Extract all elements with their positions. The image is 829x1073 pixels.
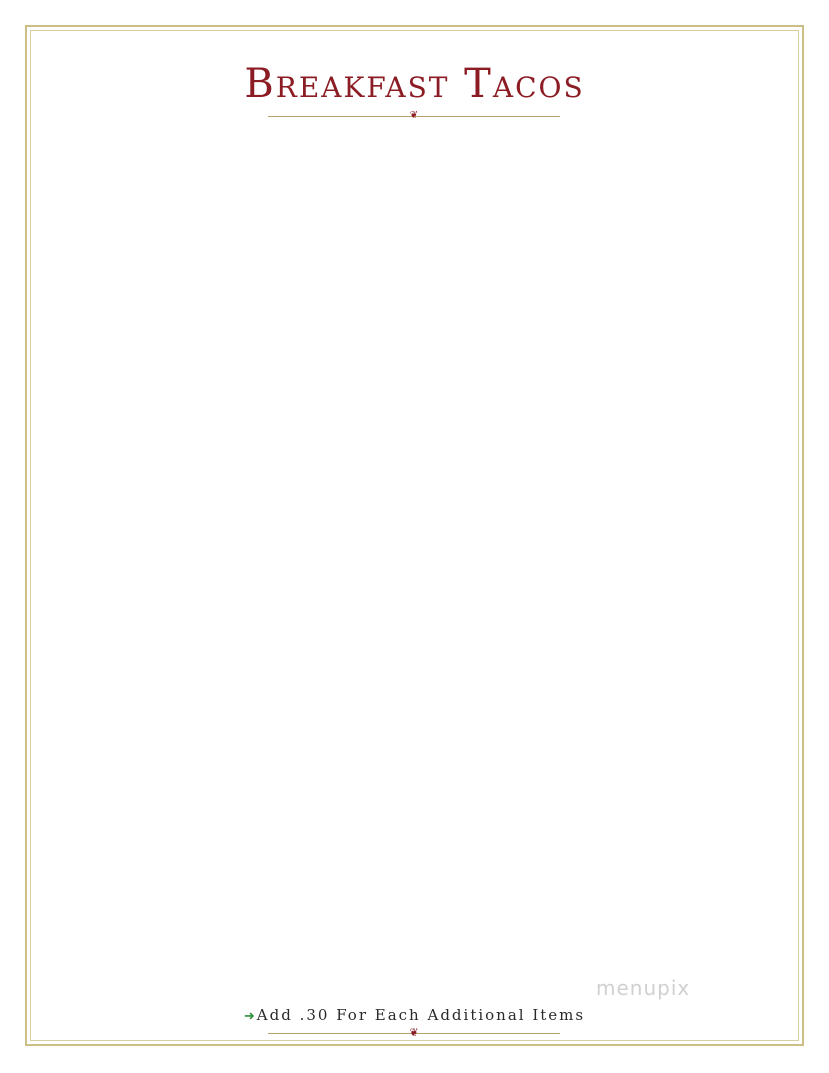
footer-text: Add .30 For Each Additional Items bbox=[256, 1006, 586, 1024]
footer-ornament-icon: ❦ bbox=[409, 1026, 419, 1039]
watermark-logo: menupix bbox=[596, 976, 691, 1000]
title-ornament-icon: ❦ bbox=[409, 110, 419, 121]
arrow-right-icon: ➜ bbox=[243, 1009, 255, 1024]
page-border-inner bbox=[30, 30, 799, 1041]
page-title: Breakfast Tacos bbox=[244, 61, 585, 107]
footer-note bbox=[0, 1004, 829, 1028]
